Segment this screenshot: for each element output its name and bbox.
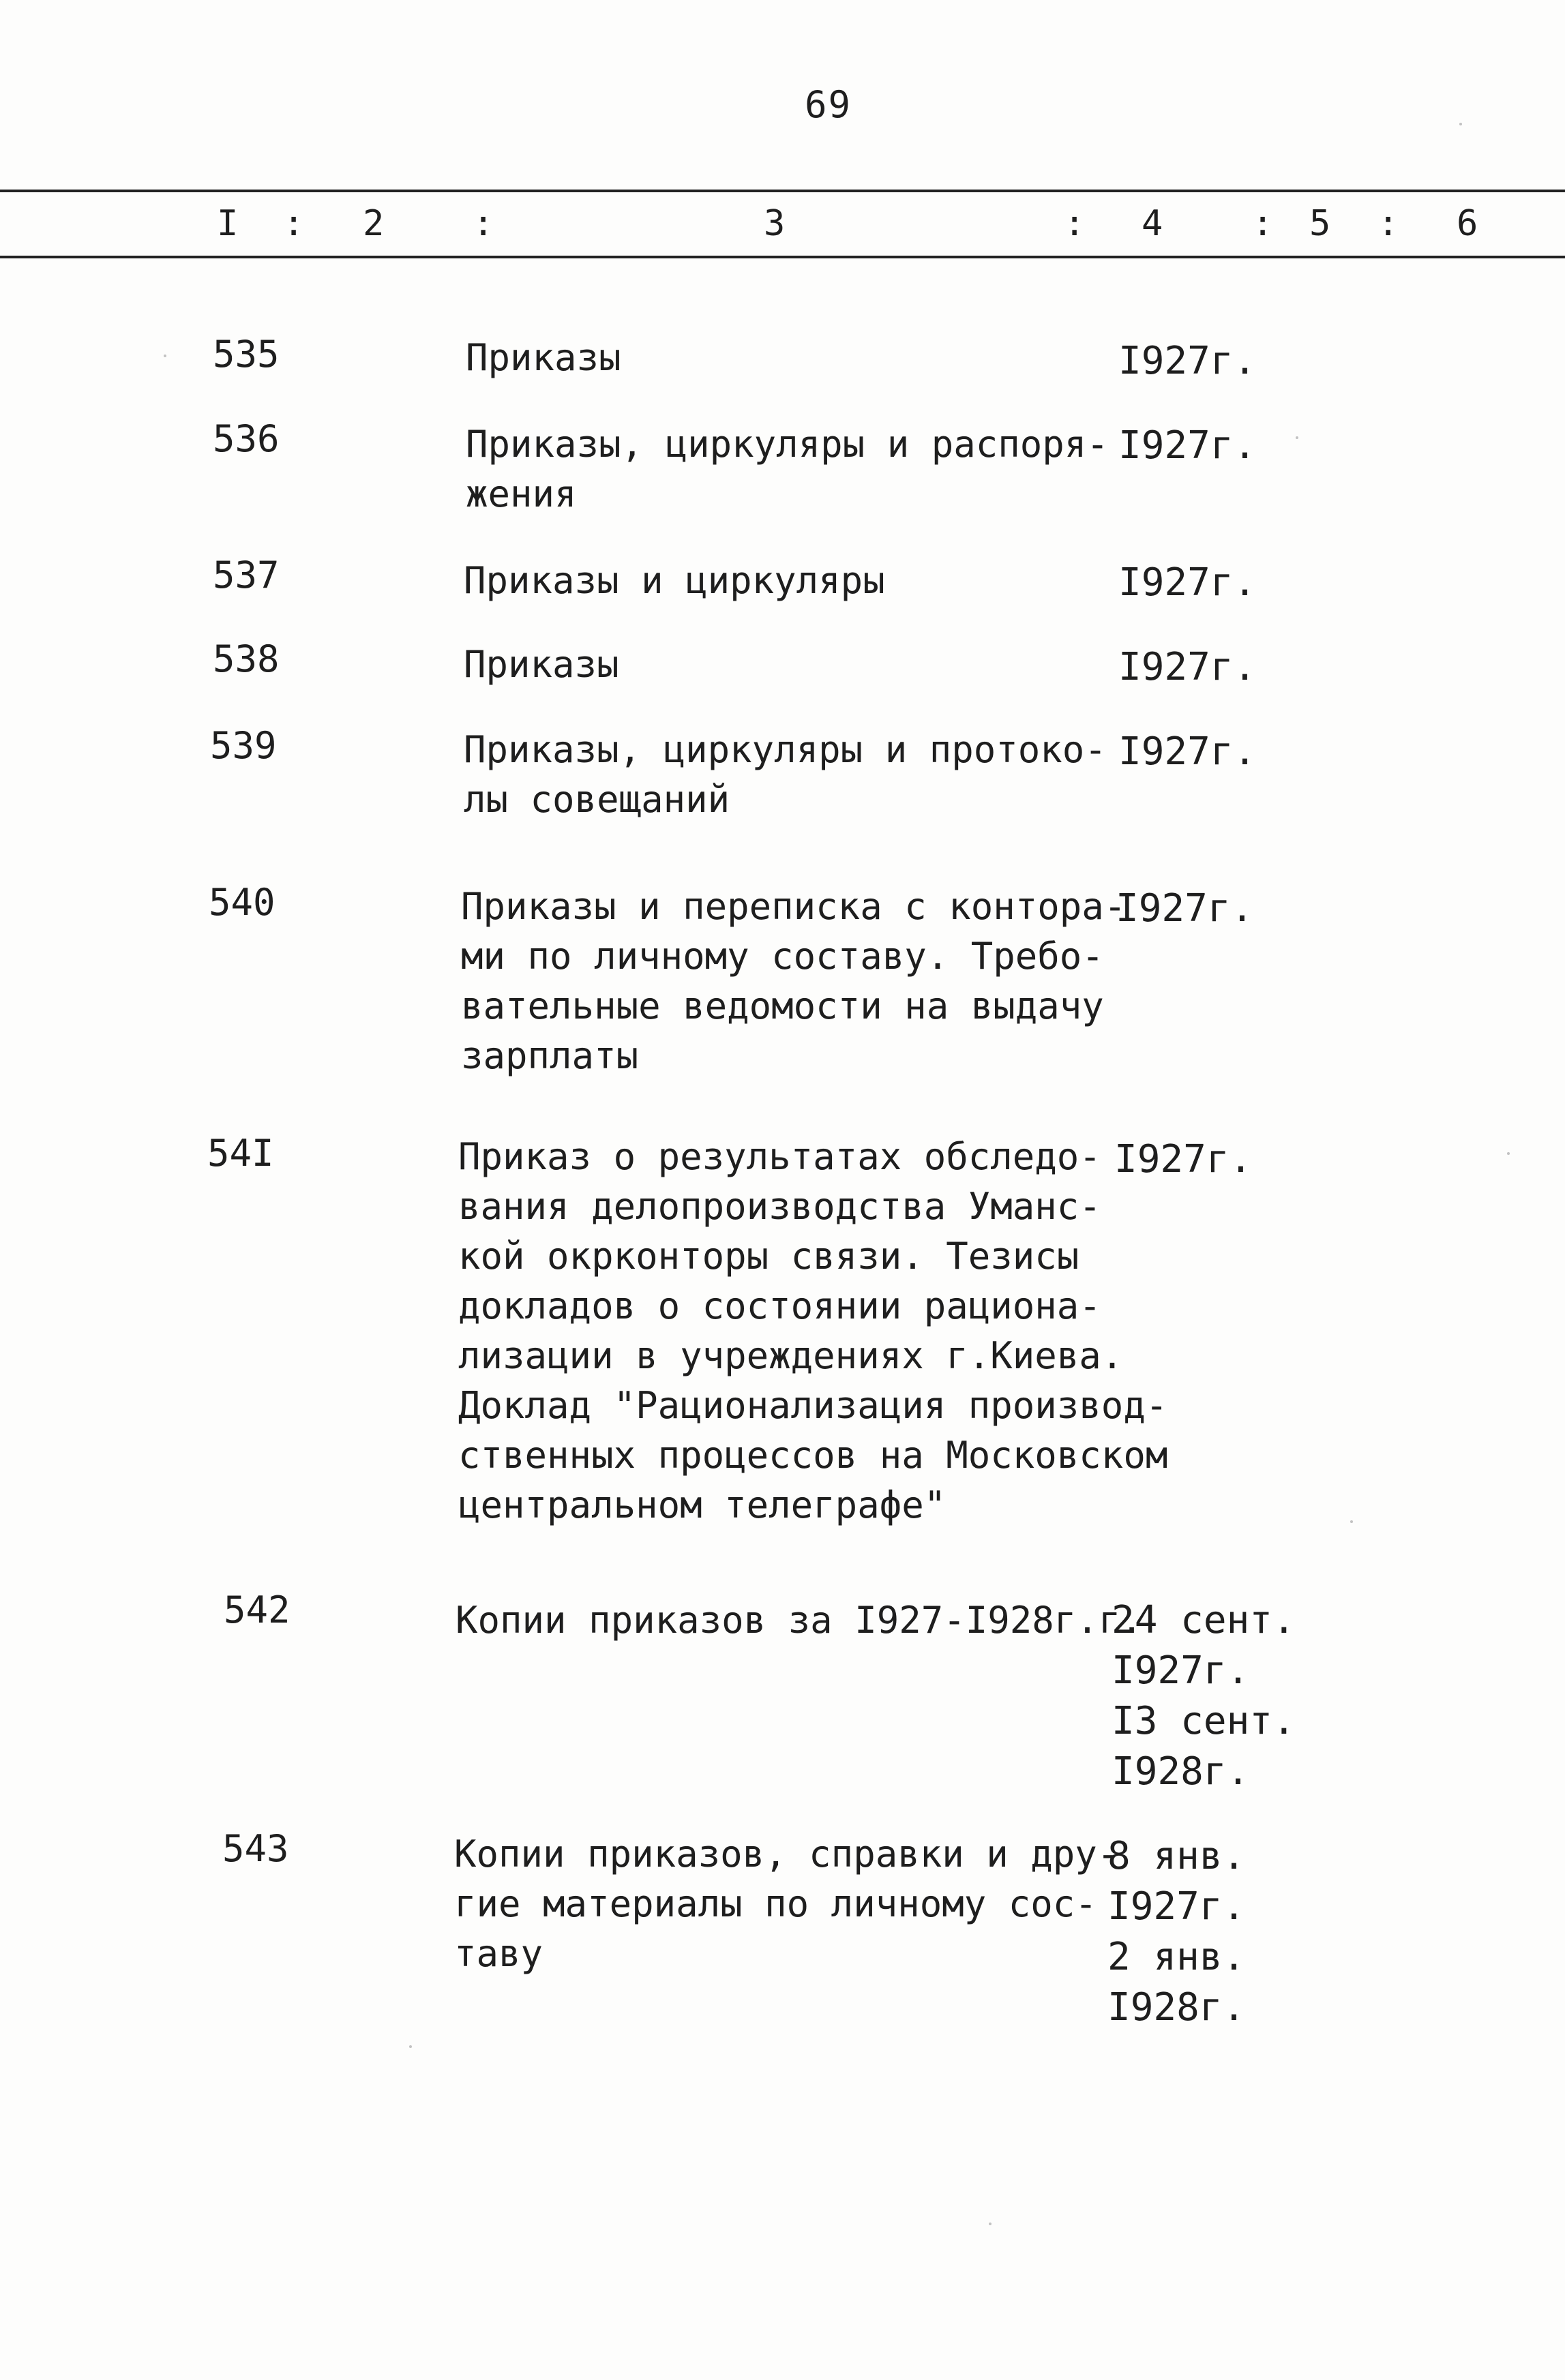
- noise-speck: [989, 2223, 992, 2225]
- noise-speck: [164, 355, 166, 357]
- entry-title-line: Приказы и циркуляры: [464, 559, 885, 602]
- entry-title-line: лизации в учреждениях г.Киева.: [458, 1334, 1124, 1377]
- entry-title-line: Приказ о результатах обследо-: [458, 1135, 1101, 1178]
- entry-date: I927г.: [1107, 1884, 1246, 1929]
- entry-title-line: Приказы, циркуляры и распоря-: [466, 423, 1109, 466]
- entry-date: I3 сент.: [1112, 1699, 1296, 1743]
- entry-date: I927г.: [1116, 886, 1254, 931]
- entry-number: 535: [213, 333, 280, 376]
- entry-title-line: гие материалы по личному сос-: [454, 1882, 1097, 1925]
- entry-title-line: Приказы: [466, 336, 621, 379]
- entry-date: 2 янв.: [1107, 1935, 1246, 1979]
- entry-number: 538: [213, 637, 280, 680]
- entry-date: I927г.: [1112, 1648, 1250, 1693]
- column-separator: :: [1377, 203, 1399, 244]
- noise-speck: [1350, 1520, 1353, 1523]
- entry-title-line: таву: [454, 1932, 543, 1975]
- entry-date: I927г.: [1118, 339, 1257, 383]
- entry-title-line: ственных процессов на Московском: [458, 1434, 1168, 1477]
- entry-date: 24 сент.: [1112, 1598, 1296, 1642]
- entry-title-line: Приказы: [464, 643, 619, 686]
- entry-title-line: Доклад "Рационализация производ-: [458, 1384, 1168, 1427]
- entry-number: 539: [210, 724, 277, 767]
- entry-date: I928г.: [1107, 1985, 1246, 2030]
- entry-date: I927г.: [1118, 729, 1257, 774]
- entry-title-line: жения: [466, 472, 577, 515]
- entry-date: 8 янв.: [1107, 1834, 1246, 1878]
- noise-speck: [1507, 1152, 1510, 1155]
- header-top-rule: [0, 190, 1565, 192]
- entry-title-line: вательные ведомости на выдачу: [461, 984, 1104, 1027]
- entry-date: I927г.: [1118, 560, 1257, 605]
- column-header-5: 5: [1309, 203, 1331, 244]
- column-separator: :: [283, 203, 305, 244]
- column-header-4: 4: [1142, 203, 1163, 244]
- entry-title-line: докладов о состоянии рациона-: [458, 1284, 1101, 1327]
- noise-speck: [409, 2045, 412, 2048]
- entry-title-line: Копии приказов, справки и дру-: [454, 1833, 1120, 1876]
- entry-title-line: ми по личному составу. Требо-: [461, 935, 1104, 978]
- column-separator: :: [1252, 203, 1274, 244]
- entry-number: 537: [213, 554, 280, 597]
- column-header-2: 2: [363, 203, 385, 244]
- entry-date: I928г.: [1112, 1749, 1250, 1794]
- entry-number: 540: [209, 881, 275, 924]
- entry-title-line: зарплаты: [461, 1034, 639, 1077]
- entry-title-line: кой окрконторы связи. Тезисы: [458, 1235, 1079, 1278]
- entry-title-line: лы совещаний: [464, 778, 730, 821]
- noise-speck: [1296, 436, 1298, 439]
- entry-title-line: Копии приказов за I927-I928г.г.: [456, 1599, 1143, 1642]
- entry-number: 54I: [207, 1132, 274, 1175]
- noise-speck: [1459, 123, 1462, 125]
- entry-date: I927г.: [1114, 1137, 1253, 1181]
- entry-number: 536: [213, 417, 280, 460]
- column-header-6: 6: [1457, 203, 1478, 244]
- column-separator: :: [473, 203, 494, 244]
- page-number: 69: [805, 83, 852, 126]
- header-bottom-rule: [0, 256, 1565, 258]
- entry-number: 543: [222, 1827, 289, 1870]
- column-separator: :: [1064, 203, 1086, 244]
- entry-title-line: центральном телеграфе": [458, 1483, 947, 1526]
- entry-title-line: Приказы и переписка с контора-: [461, 885, 1127, 928]
- entry-date: I927г.: [1118, 423, 1257, 468]
- entry-number: 542: [224, 1588, 290, 1631]
- entry-title-line: вания делопроизводства Уманс-: [458, 1185, 1101, 1228]
- entry-date: I927г.: [1118, 645, 1257, 689]
- column-header-3: 3: [764, 203, 786, 244]
- column-header-1: I: [217, 203, 239, 244]
- entry-title-line: Приказы, циркуляры и протоко-: [464, 728, 1107, 771]
